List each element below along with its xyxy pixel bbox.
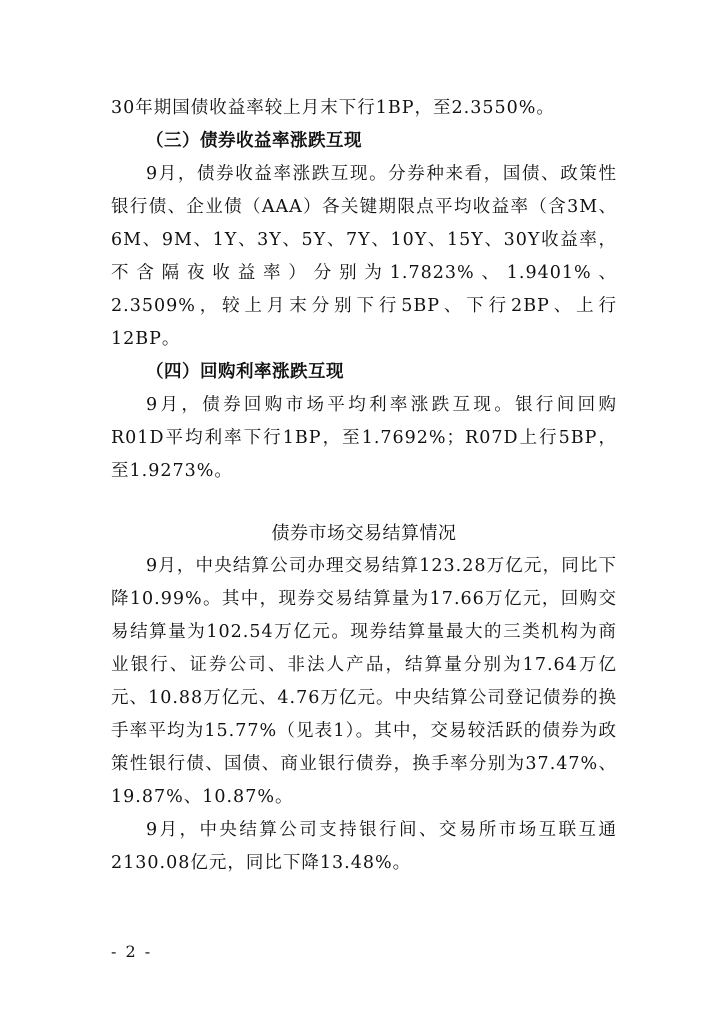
- intro-paragraph: 30年期国债收益率较上月末下行1BP，至2.3550%。: [111, 98, 555, 118]
- repo-section-paragraph: 9月，债券回购市场平均利率涨跌互现。银行间回购R01D平均利率下行1BP，至1.7692%；R07D上行5BP，至1.9273%。: [111, 395, 617, 481]
- settlement-paragraph-2: 9月，中央结算公司支持银行间、交易所市场互联互通2130.08亿元，同比下降13.48%。: [111, 820, 617, 873]
- repo-section-heading: （四）回购利率涨跌互现: [146, 362, 344, 382]
- page-number: - 2 -: [111, 942, 153, 961]
- settlement-section-title: 债券市场交易结算情况: [271, 523, 457, 544]
- section-spacer: [111, 488, 617, 517]
- yield-section-paragraph: 9月，债券收益率涨跌互现。分券种来看，国债、政策性银行债、企业债（AAA）各关键期限点平均收益率（含3M、6M、9M、1Y、3Y、5Y、7Y、10Y、15Y、30Y收益率，不含隔夜收益率）分别为1.7823%、1.9401%、2.3509%，较上月末分别下行5BP、下行2BP、上行12BP。: [111, 164, 617, 349]
- document-body: [111, 92, 617, 880]
- settlement-paragraph-1: 9月，中央结算公司办理交易结算123.28万亿元，同比下降10.99%。其中，现券交易结算量为17.66万亿元，回购交易结算量为102.54万亿元。现券结算量最大的三类机构为商业银行、证券公司、非法人产品，结算量分别为17.64万亿元、10.88万亿元、4.76万亿元。中央结算公司登记债券的换手率平均为15.77%（见表1）。其中，交易较活跃的债券为政策性银行债、国债、商业银行债券，换手率分别为37.47%、19.87%、10.87%。: [111, 556, 617, 807]
- yield-section-heading: （三）债券收益率涨跌互现: [146, 131, 362, 151]
